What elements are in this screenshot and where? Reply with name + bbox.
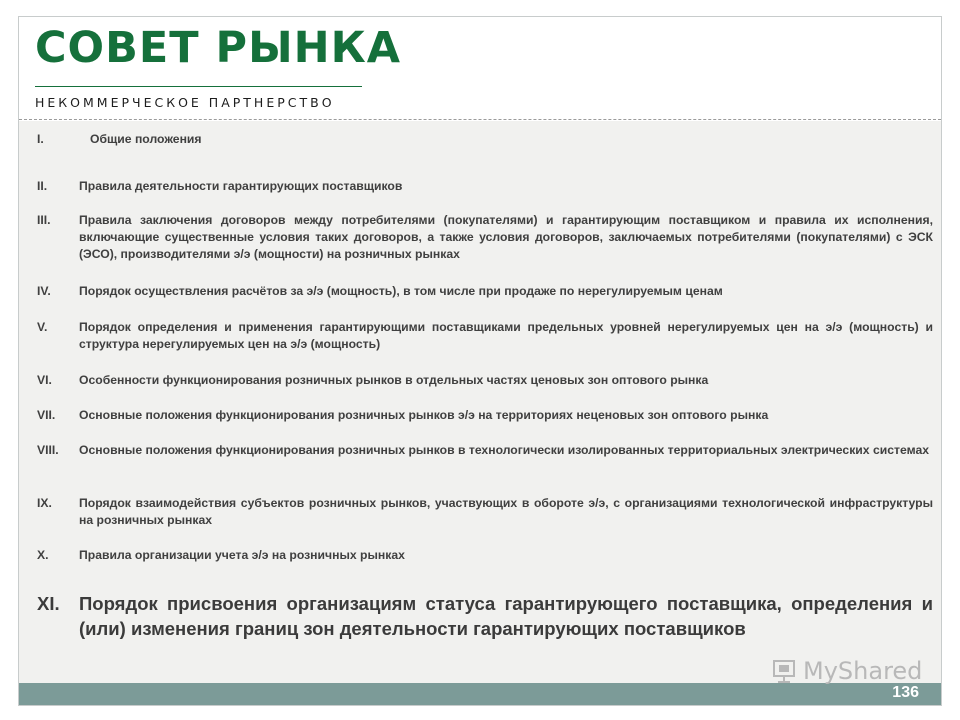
item-text: Порядок определения и применения гарантирующими поставщиками предельных уровней нерегулируемых цен на э/э (мощность) и структура нерегулируемых цен на э/э (мощность) xyxy=(79,320,933,351)
item-text: Порядок присвоения организациям статуса гарантирующего поставщика, определения и (или) изменения границ зон деятельности гарантирующих поставщиков xyxy=(79,593,933,639)
list-item-highlighted xyxy=(37,591,933,641)
item-text: Общие положения xyxy=(90,132,202,146)
list-item xyxy=(37,495,933,529)
watermark xyxy=(771,657,922,685)
item-number: XI. xyxy=(37,593,60,614)
list-item xyxy=(37,407,933,424)
list-item xyxy=(37,212,933,263)
item-text: Порядок взаимодействия субъектов розничных рынков, участвующих в обороте э/э, с организациями технологической инфраструктуры на розничных рынках xyxy=(79,496,933,527)
list-item xyxy=(37,442,933,459)
item-number: VIII. xyxy=(37,443,59,457)
item-number: IX. xyxy=(37,496,52,510)
footer-bar xyxy=(19,683,941,705)
header-divider xyxy=(19,119,941,120)
item-text: Порядок осуществления расчётов за э/э (мощность), в том числе при продаже по нерегулируемым ценам xyxy=(79,284,723,298)
item-text: Особенности функционирования розничных рынков в отдельных частях ценовых зон оптового рынка xyxy=(79,373,709,387)
item-text: Основные положения функционирования розничных рынков э/э на территориях неценовых зон оптового рынка xyxy=(79,408,769,422)
watermark-text: MyShared xyxy=(803,657,923,685)
presentation-icon xyxy=(771,658,797,684)
item-number: I. xyxy=(37,132,44,146)
list-item xyxy=(37,178,933,195)
item-number: VI. xyxy=(37,373,52,387)
item-text: Правила заключения договоров между потребителями (покупателями) и гарантирующим поставщиком и правила их исполнения, включающие существенные условия таких договоров, а также условия договоров, заключаемых потребителями (покупателями) с ЭСК (ЭСО), производителями э/э (мощности) на розничных рынках xyxy=(79,213,933,261)
logo-subtitle: НЕКОММЕРЧЕСКОЕ ПАРТНЕРСТВО xyxy=(35,95,335,110)
list-item xyxy=(37,283,933,300)
item-number: III. xyxy=(37,213,51,227)
list-item xyxy=(37,131,933,148)
item-number: IV. xyxy=(37,284,51,298)
page-number: 136 xyxy=(892,684,919,701)
item-text: Правила организации учета э/э на розничных рынках xyxy=(79,548,405,562)
list-item xyxy=(37,372,933,389)
logo-title: СОВЕТ РЫНКА xyxy=(35,23,402,73)
item-number: V. xyxy=(37,320,48,334)
list-item xyxy=(37,547,933,564)
item-text: Основные положения функционирования розничных рынков в технологически изолированных территориальных электрических системах xyxy=(79,443,929,457)
logo-rule xyxy=(35,86,362,87)
item-number: II. xyxy=(37,179,48,193)
list-item xyxy=(37,319,933,353)
item-text: Правила деятельности гарантирующих поставщиков xyxy=(79,179,403,193)
slide xyxy=(18,16,942,706)
item-number: VII. xyxy=(37,408,56,422)
item-number: X. xyxy=(37,548,49,562)
